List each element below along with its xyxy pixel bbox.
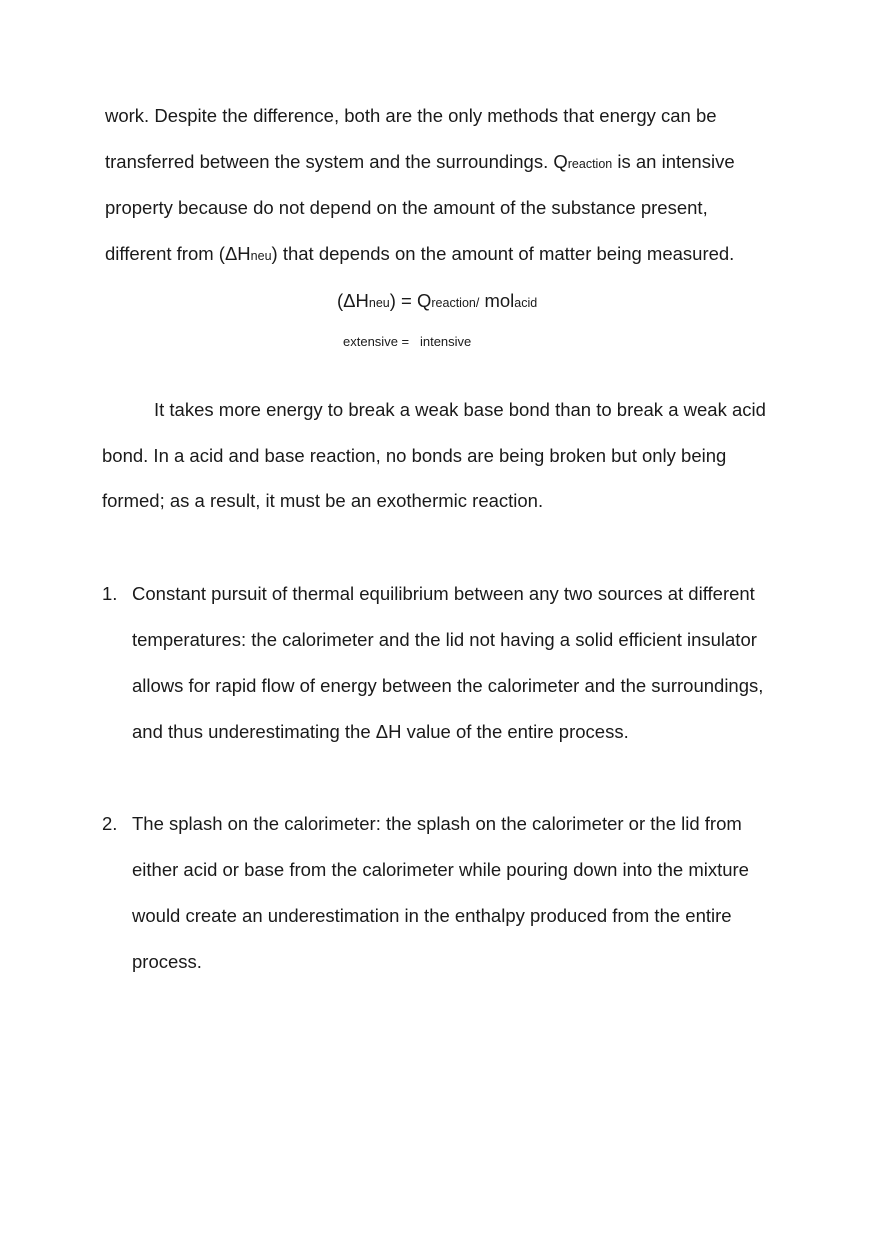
paragraph1-line3: property because do not depend on the amount of the substance present, — [105, 197, 708, 218]
caption-extensive: extensive = — [343, 334, 410, 349]
equation-lhs-post: ) = Q — [389, 290, 432, 311]
equation-lhs-pre: (ΔH — [337, 290, 369, 311]
list-item-1-line4: and thus underestimating the ΔH value of the entire process. — [132, 721, 629, 742]
paragraph1-line1: work. Despite the difference, both are the only methods that energy can be — [105, 105, 717, 126]
paragraph1-line2-post: is an intensive — [612, 151, 735, 172]
h-neu-subscript: neu — [250, 249, 272, 263]
paragraph1-line4-post: ) that depends on the amount of matter being measured. — [271, 243, 735, 264]
equation-neu-subscript: neu — [368, 296, 390, 310]
list-item-2-line2: either acid or base from the calorimeter while pouring down into the mixture — [132, 859, 749, 880]
list-item-1-line3: allows for rapid flow of energy between the calorimeter and the surroundings, — [132, 675, 764, 696]
equation-q-subscript: reaction/ — [431, 296, 480, 310]
q-reaction-subscript: reaction — [567, 157, 613, 171]
list-item-2-line4: process. — [132, 951, 202, 972]
list-item-1-number: 1. — [102, 583, 118, 604]
paragraph2-line3: formed; as a result, it must be an exothermic reaction. — [102, 490, 544, 511]
paragraph1-line2 — [105, 151, 735, 175]
equation-mol: mol — [479, 290, 515, 311]
paragraph2-line2: bond. In a acid and base reaction, no bonds are being broken but only being — [102, 445, 727, 466]
paragraph2-line1: It takes more energy to break a weak base bond than to break a weak acid — [154, 399, 766, 420]
list-item-1-line2: temperatures: the calorimeter and the lid not having a solid efficient insulator — [132, 629, 757, 650]
caption-intensive: intensive — [419, 334, 472, 349]
list-item-1-line1: Constant pursuit of thermal equilibrium between any two sources at different — [132, 583, 755, 604]
equation-mol-subscript: acid — [514, 296, 538, 310]
equation — [337, 290, 537, 314]
paragraph1-line4-pre: different from (ΔH — [105, 243, 251, 264]
paragraph1-line4 — [105, 243, 734, 267]
list-item-2-line1: The splash on the calorimeter: the splash on the calorimeter or the lid from — [132, 813, 742, 834]
list-item-2-line3: would create an underestimation in the enthalpy produced from the entire — [132, 905, 732, 926]
paragraph1-line2-pre: transferred between the system and the surroundings. Q — [105, 151, 568, 172]
equation-caption — [343, 334, 471, 350]
list-item-2-number: 2. — [102, 813, 118, 834]
